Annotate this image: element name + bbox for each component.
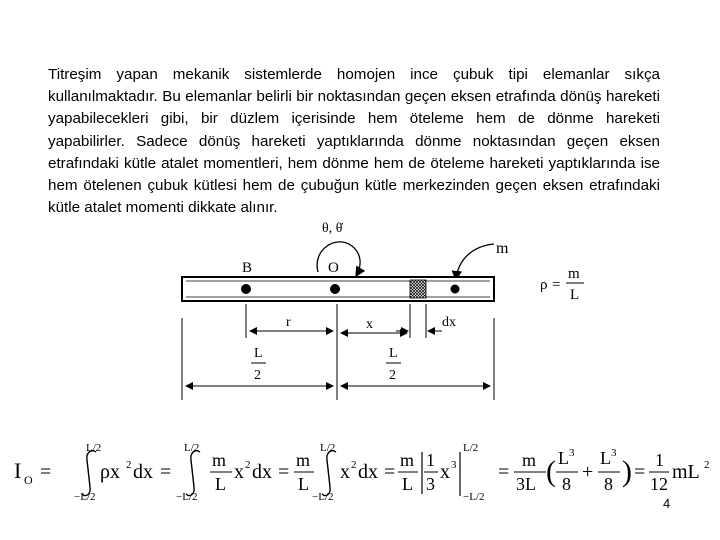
- formula-three: 3: [426, 474, 435, 494]
- half-right-numerator: L: [389, 346, 398, 361]
- formula-plus: +: [582, 461, 594, 483]
- formula-eq-3: =: [278, 461, 290, 483]
- formula-L-3: L: [402, 474, 413, 494]
- formula-rho-x: ρx: [100, 461, 120, 483]
- formula-sq-2: 2: [245, 459, 251, 471]
- rho-denominator: L: [570, 287, 580, 303]
- formula-sq-3: 2: [351, 459, 357, 471]
- dx-label: dx: [442, 315, 456, 330]
- formula-io: I: [14, 458, 22, 483]
- formula-one-2: 1: [655, 450, 664, 470]
- formula-eq-2: =: [160, 461, 172, 483]
- eval-upper: L/2: [463, 442, 479, 454]
- r-label: r: [286, 315, 291, 330]
- integral-2-lower: −L/2: [176, 491, 198, 503]
- integral-3-lower: −L/2: [312, 491, 334, 503]
- formula-eight-1: 8: [562, 474, 571, 494]
- rho-equals: =: [552, 277, 561, 293]
- point-o-label: O: [328, 260, 339, 276]
- formula-dx-1: dx: [133, 461, 153, 483]
- mass-label: m: [496, 240, 509, 257]
- formula-3L: 3L: [516, 474, 536, 494]
- formula-eq-1: =: [40, 461, 52, 483]
- formula-m-4: m: [522, 450, 537, 470]
- integral-sign-3: [322, 451, 336, 496]
- body-paragraph: Titreşim yapan mekanik sistemlerde homojen ince çubuk tipi elemanlar sıkça kullanılmaktadır. Bu elemanlar belirli bir noktasından geçen eksen etrafında dönüş hareketi yapabilecekleri gibi, bir düzlem içerisinde hem öteleme hem de dönme hareketi yapabilirler. Sadece dönüş hareketi yaptıklarında dönme noktasından geçen eksen etrafındaki kütle atalet momentleri, hem dönme hem de öteleme hareketi yaptıklarında ise hem ötelenen çubuk kütlesi hem de çubuğun kütle merkezinden geçen eksen etrafındaki kütle atalet momenti dikkate alınır.: [48, 66, 660, 217]
- eval-lower: −L/2: [463, 491, 485, 503]
- integral-1-lower: −L/2: [74, 491, 96, 503]
- paren-open: (: [546, 455, 556, 488]
- page-number: 4: [663, 496, 671, 511]
- formula-m-1: m: [212, 450, 227, 470]
- integral-2-upper: L/2: [184, 442, 200, 454]
- formula-L3-2: L: [600, 448, 611, 468]
- half-right-denominator: 2: [389, 368, 396, 383]
- integral-sign-1: [82, 451, 96, 496]
- formula-mL: mL: [672, 461, 700, 483]
- integral-3-upper: L/2: [320, 442, 336, 454]
- x-label: x: [366, 317, 373, 332]
- formula-one-1: 1: [426, 450, 435, 470]
- formula-twelve: 12: [650, 474, 668, 494]
- formula-m-2: m: [296, 450, 311, 470]
- formula-cube-3: 3: [611, 447, 617, 459]
- formula-m-3: m: [400, 450, 415, 470]
- formula-x-1: x: [234, 461, 244, 483]
- formula-eq-4: =: [384, 461, 396, 483]
- theta-label: θ, θ̇: [322, 221, 343, 236]
- formula-dx-3: dx: [358, 461, 378, 483]
- formula-sq-4: 2: [704, 459, 710, 471]
- formula-sq-1: 2: [126, 459, 132, 471]
- integral-1-upper: L/2: [86, 442, 102, 454]
- formula-cube-2: 3: [569, 447, 575, 459]
- rho-numerator: m: [568, 266, 580, 282]
- formula-L3-1: L: [558, 448, 569, 468]
- point-b-label: B: [242, 260, 253, 276]
- formula-L-1: L: [215, 474, 226, 494]
- formula-L-2: L: [298, 474, 309, 494]
- half-left-denominator: 2: [254, 368, 261, 383]
- formula-io-sub: O: [24, 473, 33, 487]
- formula-x-3: x: [440, 461, 450, 483]
- formula-eq-6: =: [634, 461, 646, 483]
- integral-sign-2: [186, 451, 200, 496]
- rho-symbol: ρ: [540, 277, 548, 293]
- half-left-numerator: L: [254, 346, 263, 361]
- formula-cube-1: 3: [451, 459, 457, 471]
- formula-eight-2: 8: [604, 474, 613, 494]
- formula-eq-5: =: [498, 461, 510, 483]
- formula-dx-2: dx: [252, 461, 272, 483]
- formula-x-2: x: [340, 461, 350, 483]
- paren-close: ): [622, 455, 632, 488]
